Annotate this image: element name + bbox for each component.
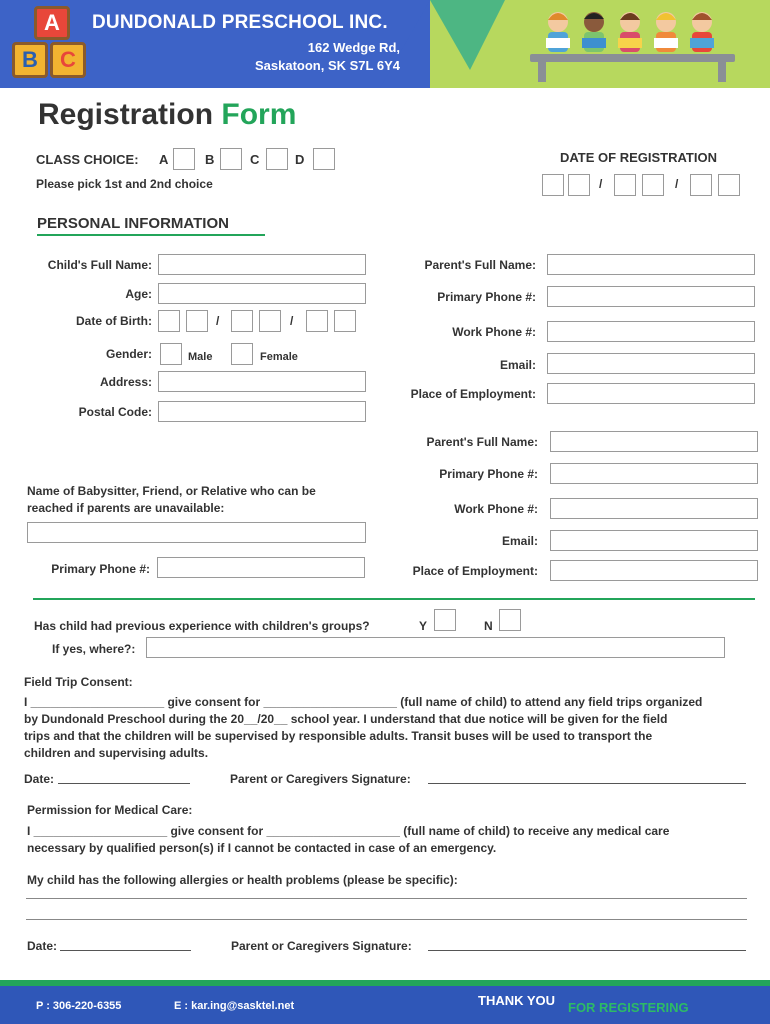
class-option-d-label: D [295,152,305,167]
medical-date-label: Date: [27,939,58,953]
reg-date-separator-1: / [599,177,603,191]
dob-digit-6[interactable] [334,310,356,332]
field-trip-heading: Field Trip Consent: [24,675,133,689]
parent2-phone-label: Primary Phone #: [439,467,538,481]
address-line2: Saskatoon, SK S7L 6Y4 [255,58,400,73]
footer-email: E : kar.ing@sasktel.net [174,1000,295,1012]
field-trip-signature-label: Parent or Caregivers Signature: [230,772,411,786]
allergies-label: My child has the following allergies or health problems (please be specific): [27,873,458,887]
form-title [38,98,296,132]
reg-date-digit-6[interactable] [718,174,740,196]
date-of-registration-label: DATE OF REGISTRATION [560,150,717,165]
gender-male-box[interactable] [160,343,182,365]
org-name: DUNDONALD PRESCHOOL INC. [92,12,388,33]
logo-block-a: A [34,6,70,40]
medical-heading: Permission for Medical Care: [27,803,193,817]
class-option-a-label: A [159,152,169,167]
babysitter-phone-label: Primary Phone #: [51,562,150,576]
experience-question: Has child had previous experience with children's groups? [34,619,370,633]
parent2-name-input[interactable] [550,431,758,452]
gender-female-label: Female [260,351,298,363]
address-label: Address: [99,375,152,389]
reg-date-digit-1[interactable] [542,174,564,196]
address-line1: 162 Wedge Rd, [307,40,400,55]
allergies-line-1[interactable] [26,898,747,899]
heading-underline [37,234,265,236]
gender-female-box[interactable] [231,343,253,365]
reg-date-digit-3[interactable] [614,174,636,196]
field-trip-line3: trips and that the children will be supervised by responsible adults. Transit buses will be used to transport the [24,729,653,743]
field-trip-date-label: Date: [24,772,55,786]
children-reading-illustration [528,4,738,84]
parent1-phone-label: Primary Phone #: [437,290,536,304]
babysitter-label-line2: reached if parents are unavailable: [27,501,225,515]
parent1-name-label: Parent's Full Name: [424,258,536,272]
parent2-employment-label: Place of Employment: [412,564,538,578]
parent2-name-label: Parent's Full Name: [426,435,538,449]
gender-label: Gender: [105,347,152,361]
experience-no-box[interactable] [499,609,521,631]
title-form: Form [221,98,297,131]
field-trip-date-line[interactable] [58,783,190,784]
experience-yes-box[interactable] [434,609,456,631]
logo-block-b: B [12,42,48,78]
parent1-work-label: Work Phone #: [452,325,536,339]
medical-date-line[interactable] [60,950,191,951]
dob-digit-3[interactable] [231,310,253,332]
experience-where-label: If yes, where?: [52,642,136,656]
age-input[interactable] [158,283,366,304]
dob-label: Date of Birth: [76,314,152,328]
field-trip-signature-line[interactable] [428,783,746,784]
parent1-work-input[interactable] [547,321,755,342]
field-trip-line2: by Dundonald Preschool during the 20__/20__ school year. I understand that due notice will be given for the field [24,712,668,726]
parent1-email-input[interactable] [547,353,755,374]
class-choice-hint: Please pick 1st and 2nd choice [36,177,213,191]
class-option-c-label: C [250,152,260,167]
parent2-email-label: Email: [501,534,538,548]
babysitter-name-input[interactable] [27,522,366,543]
experience-where-input[interactable] [146,637,725,658]
babysitter-label-line1: Name of Babysitter, Friend, or Relative who can be [27,484,316,498]
parent1-employment-input[interactable] [547,383,755,404]
abc-blocks-logo [10,6,90,80]
parent2-work-input[interactable] [550,498,758,519]
dob-digit-2[interactable] [186,310,208,332]
medical-line1: I ____________________ give consent for ____________________ (full name of child) to receive any medical care [27,824,670,838]
dob-digit-5[interactable] [306,310,328,332]
parent2-employment-input[interactable] [550,560,758,581]
reg-date-separator-2: / [675,177,679,191]
header-chevron-decoration [380,0,520,88]
dob-digit-1[interactable] [158,310,180,332]
parent2-phone-input[interactable] [550,463,758,484]
class-choice-label: CLASS CHOICE: [36,152,139,167]
babysitter-phone-input[interactable] [157,557,365,578]
footer-for-registering: FOR REGISTERING [568,1000,689,1015]
reg-date-digit-4[interactable] [642,174,664,196]
class-option-d-box[interactable] [313,148,335,170]
dob-separator-2: / [290,314,294,328]
class-option-a-box[interactable] [173,148,195,170]
experience-yes-label: Y [419,619,428,633]
experience-no-label: N [484,619,493,633]
address-input[interactable] [158,371,366,392]
reg-date-digit-2[interactable] [568,174,590,196]
class-option-b-box[interactable] [220,148,242,170]
logo-block-c: C [50,42,86,78]
child-name-label: Child's Full Name: [47,258,152,272]
parent2-email-input[interactable] [550,530,758,551]
reg-date-digit-5[interactable] [690,174,712,196]
footer-phone: P : 306-220-6355 [36,1000,122,1012]
dob-separator-1: / [216,314,220,328]
gender-male-label: Male [188,351,213,363]
class-option-b-label: B [205,152,215,167]
medical-signature-line[interactable] [428,950,746,951]
parent1-name-input[interactable] [547,254,755,275]
dob-digit-4[interactable] [259,310,281,332]
allergies-line-2[interactable] [26,919,747,920]
section-divider [33,598,755,600]
postal-code-label: Postal Code: [78,405,152,419]
parent2-work-label: Work Phone #: [454,502,538,516]
parent1-phone-input[interactable] [547,286,755,307]
title-registration: Registration [38,98,214,131]
parent1-email-label: Email: [499,358,536,372]
parent1-employment-label: Place of Employment: [410,387,536,401]
child-name-input[interactable] [158,254,366,275]
personal-info-heading: PERSONAL INFORMATION [37,215,229,232]
footer-thank-you: THANK YOU [478,993,556,1008]
medical-line2: necessary by qualified person(s) if I cannot be contacted in case of an emergency. [27,841,497,855]
medical-signature-label: Parent or Caregivers Signature: [231,939,412,953]
postal-code-input[interactable] [158,401,366,422]
class-option-c-box[interactable] [266,148,288,170]
age-label: Age: [125,287,152,301]
field-trip-line4: children and supervising adults. [24,746,209,760]
field-trip-line1: I ____________________ give consent for ____________________ (full name of child) to attend any field trips organized [24,695,703,709]
